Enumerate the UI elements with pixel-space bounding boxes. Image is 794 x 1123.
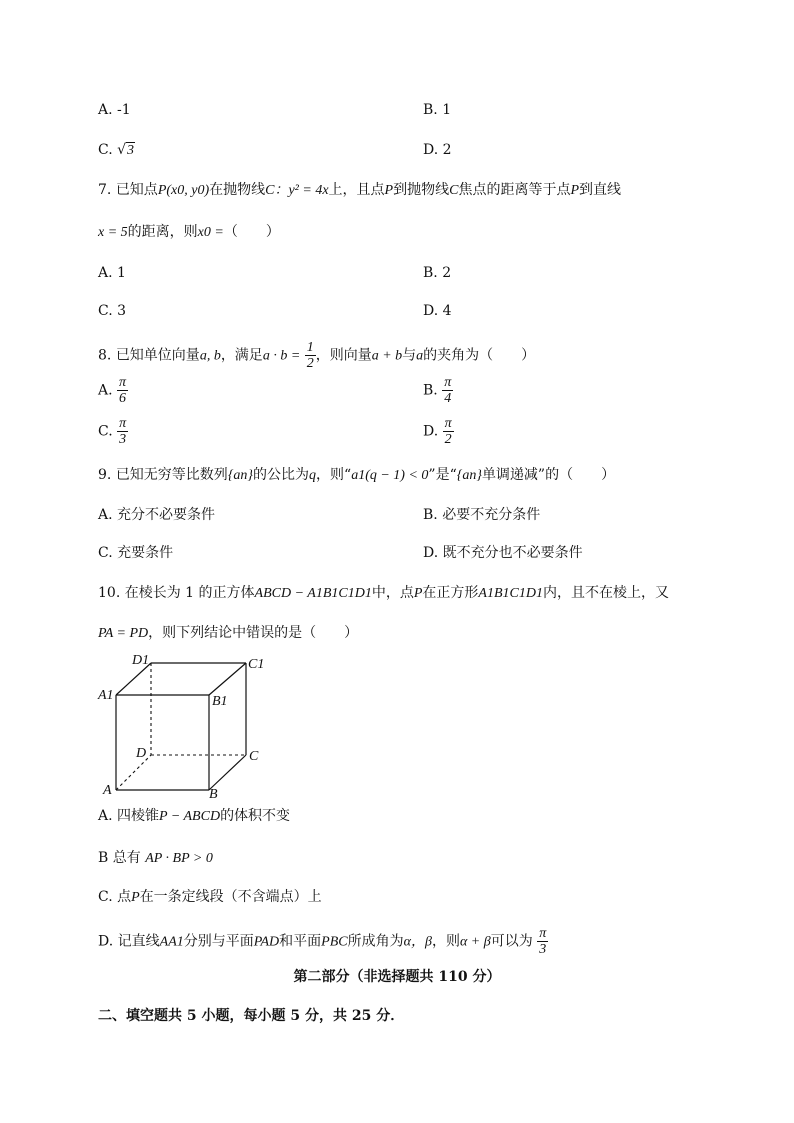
fraction-numerator: π bbox=[119, 416, 127, 431]
label-b: B bbox=[209, 787, 218, 800]
q7-point-p: P bbox=[570, 183, 580, 198]
q9-option-b: B. 必要不充分条件 bbox=[423, 507, 541, 523]
q7-text: 到直线 bbox=[579, 182, 622, 198]
q7-text: 已知点 bbox=[115, 182, 158, 198]
part-two-title: 第二部分（非选择题共 110 分） bbox=[293, 969, 501, 985]
q10-text: 在正方形 bbox=[422, 585, 479, 601]
q8-stem bbox=[98, 340, 535, 371]
q10-option-d-fraction bbox=[537, 926, 548, 957]
fraction-numerator: π bbox=[119, 375, 127, 390]
q10-text: 中，点 bbox=[371, 585, 414, 601]
q8-number: 8. bbox=[98, 347, 112, 364]
q10-text: 内，且不在棱上，又 bbox=[542, 585, 669, 601]
q8-option-b-fraction bbox=[442, 375, 453, 406]
q8-vector-a: a bbox=[416, 348, 424, 364]
q10-option-d-text: D. 记直线 bbox=[98, 933, 160, 950]
q8-text: ，满足 bbox=[220, 347, 263, 364]
q8-option-d-fraction bbox=[443, 416, 454, 447]
q7-text: 在抛物线 bbox=[209, 182, 266, 198]
q10-square-name: A1B1C1D1 bbox=[478, 586, 543, 601]
q9-ratio: q bbox=[309, 468, 317, 483]
label-c: C bbox=[249, 749, 259, 764]
q10-number: 10. bbox=[98, 585, 121, 601]
q8-text: 已知单位向量 bbox=[115, 347, 200, 364]
option-label: B. bbox=[423, 382, 438, 399]
q10-point-p: P bbox=[413, 586, 423, 601]
q10-option-c-point: P bbox=[131, 890, 140, 905]
q7-number: 7. bbox=[98, 182, 112, 198]
fraction-denominator: 2 bbox=[306, 356, 314, 371]
q9-text: 的公比为 bbox=[253, 467, 310, 483]
q7-option-c: C. 3 bbox=[98, 303, 127, 319]
fraction-denominator: 4 bbox=[444, 391, 452, 406]
fraction-numerator: 1 bbox=[306, 340, 314, 355]
q10-option-a-text: 的体积不变 bbox=[220, 808, 291, 824]
q10-option-d-text: 分别与平面 bbox=[183, 933, 254, 950]
q7-curve-c: C bbox=[449, 183, 459, 198]
label-a: A bbox=[103, 783, 112, 798]
q10-stem-line1 bbox=[98, 583, 669, 604]
q7-curve: C：y² = 4x bbox=[265, 183, 329, 198]
q10-cube-name: ABCD − A1B1C1D1 bbox=[254, 586, 372, 601]
q10-stem-line2 bbox=[98, 623, 358, 644]
q9-option-d: D. 既不充分也不必要条件 bbox=[423, 545, 583, 561]
label-a1: A1 bbox=[98, 688, 114, 703]
q7-option-d: D. 4 bbox=[423, 303, 452, 319]
q9-option-a: A. 充分不必要条件 bbox=[98, 507, 216, 523]
fraction-numerator: π bbox=[444, 375, 452, 390]
q9-number: 9. bbox=[98, 467, 112, 483]
q6-option-d: D. 2 bbox=[423, 142, 452, 158]
q10-option-c-text: C. 点 bbox=[98, 889, 132, 905]
q7-text: 焦点的距离等于点 bbox=[458, 182, 571, 198]
label-d: D bbox=[136, 746, 147, 761]
q8-option-c-fraction bbox=[117, 416, 128, 447]
q8-option-b bbox=[423, 375, 453, 406]
q9-condition: a1(q − 1) < 0 bbox=[351, 468, 429, 483]
q10-option-d-text: 可以为 bbox=[490, 933, 533, 950]
q10-option-c bbox=[98, 887, 322, 908]
q7-stem-line1 bbox=[98, 180, 621, 201]
q8-fraction bbox=[305, 340, 316, 371]
q7-option-a: A. 1 bbox=[98, 265, 126, 281]
q10-option-d bbox=[98, 926, 548, 957]
sqrt-symbol: √3 bbox=[117, 142, 135, 158]
edge-b1-c1 bbox=[209, 663, 246, 695]
q8-option-c bbox=[98, 416, 128, 447]
q7-text: 到抛物线 bbox=[393, 182, 450, 198]
q8-vectors: a, b bbox=[199, 348, 221, 364]
q8-option-a bbox=[98, 375, 128, 406]
label-d1: D1 bbox=[132, 653, 150, 668]
q6-option-c-label: C. bbox=[98, 142, 113, 158]
fraction-denominator: 3 bbox=[539, 942, 547, 957]
q7-text: 上，且点 bbox=[328, 182, 385, 198]
q10-option-d-line: AA1 bbox=[159, 934, 184, 950]
q8-option-a-fraction bbox=[117, 375, 128, 406]
q10-equation: PA = PD bbox=[98, 626, 149, 641]
fraction-numerator: π bbox=[444, 416, 452, 431]
q10-option-b-text: B 总有 bbox=[98, 850, 141, 866]
q10-option-d-text: ，则 bbox=[431, 933, 460, 950]
q10-option-a-math: P − ABCD bbox=[159, 809, 221, 824]
q10-option-b-math: AP · BP > 0 bbox=[145, 851, 213, 866]
q8-vector-sum: a + b bbox=[371, 348, 403, 364]
q7-option-b: B. 2 bbox=[423, 265, 452, 281]
q10-option-d-plane: PBC bbox=[321, 934, 348, 950]
q7-stem-line2 bbox=[98, 222, 280, 243]
q10-option-d-text: 和平面 bbox=[279, 933, 322, 950]
q8-option-d bbox=[423, 416, 454, 447]
label-c1: C1 bbox=[248, 657, 265, 672]
option-label: C. bbox=[98, 423, 113, 440]
q10-option-d-angles: α，β bbox=[403, 934, 432, 950]
q10-text: 在棱长为 1 的正方体 bbox=[124, 585, 255, 601]
q9-sequence: {an} bbox=[227, 468, 254, 483]
option-label: A. bbox=[98, 382, 113, 399]
q10-option-a bbox=[98, 806, 290, 827]
fraction-denominator: 3 bbox=[119, 432, 127, 447]
q10-option-b bbox=[98, 848, 213, 869]
q9-text: 单调递减”的（ ） bbox=[481, 467, 616, 483]
q9-option-c: C. 充要条件 bbox=[98, 545, 174, 561]
q10-option-d-plane: PAD bbox=[253, 934, 280, 950]
q6-option-c bbox=[98, 140, 135, 161]
q6-option-c-value: 3 bbox=[127, 143, 135, 158]
cube-diagram bbox=[96, 650, 276, 800]
q9-text: ”是“ bbox=[428, 467, 457, 483]
q7-line-eq: x = 5 bbox=[98, 225, 128, 240]
q8-text: 与 bbox=[402, 347, 417, 364]
q9-text: ，则“ bbox=[316, 467, 352, 483]
q10-text: ，则下列结论中错误的是（ ） bbox=[148, 625, 359, 641]
q7-text: 的距离，则 bbox=[127, 224, 198, 240]
edge-b-c bbox=[209, 755, 246, 790]
q8-dot-product: a · b = bbox=[262, 348, 301, 364]
q6-option-a: A. -1 bbox=[98, 102, 131, 118]
q9-text: 已知无穷等比数列 bbox=[115, 467, 228, 483]
fill-in-section-title: 二、填空题共 5 小题，每小题 5 分，共 25 分． bbox=[98, 1008, 405, 1024]
fraction-denominator: 6 bbox=[119, 391, 127, 406]
q8-text: 的夹角为（ ） bbox=[423, 347, 536, 364]
label-b1: B1 bbox=[212, 694, 228, 709]
option-label: D. bbox=[423, 423, 439, 440]
q7-x0: x0 = bbox=[197, 225, 224, 240]
q10-option-c-text: 在一条定线段（不含端点）上 bbox=[139, 889, 322, 905]
q10-option-d-text: 所成角为 bbox=[347, 933, 404, 950]
q7-answer-paren: （ ） bbox=[223, 224, 280, 240]
q6-option-b: B. 1 bbox=[423, 102, 452, 118]
q9-stem bbox=[98, 465, 615, 486]
q7-point-p: P bbox=[384, 183, 394, 198]
fraction-numerator: π bbox=[539, 926, 547, 941]
fraction-denominator: 2 bbox=[444, 432, 452, 447]
q9-sequence: {an} bbox=[456, 468, 482, 483]
q10-option-d-sum: α + β bbox=[459, 934, 491, 950]
q7-point: P(x0, y0) bbox=[157, 183, 210, 198]
q10-option-a-text: A. 四棱锥 bbox=[98, 808, 160, 824]
q8-text: ，则向量 bbox=[315, 347, 372, 364]
